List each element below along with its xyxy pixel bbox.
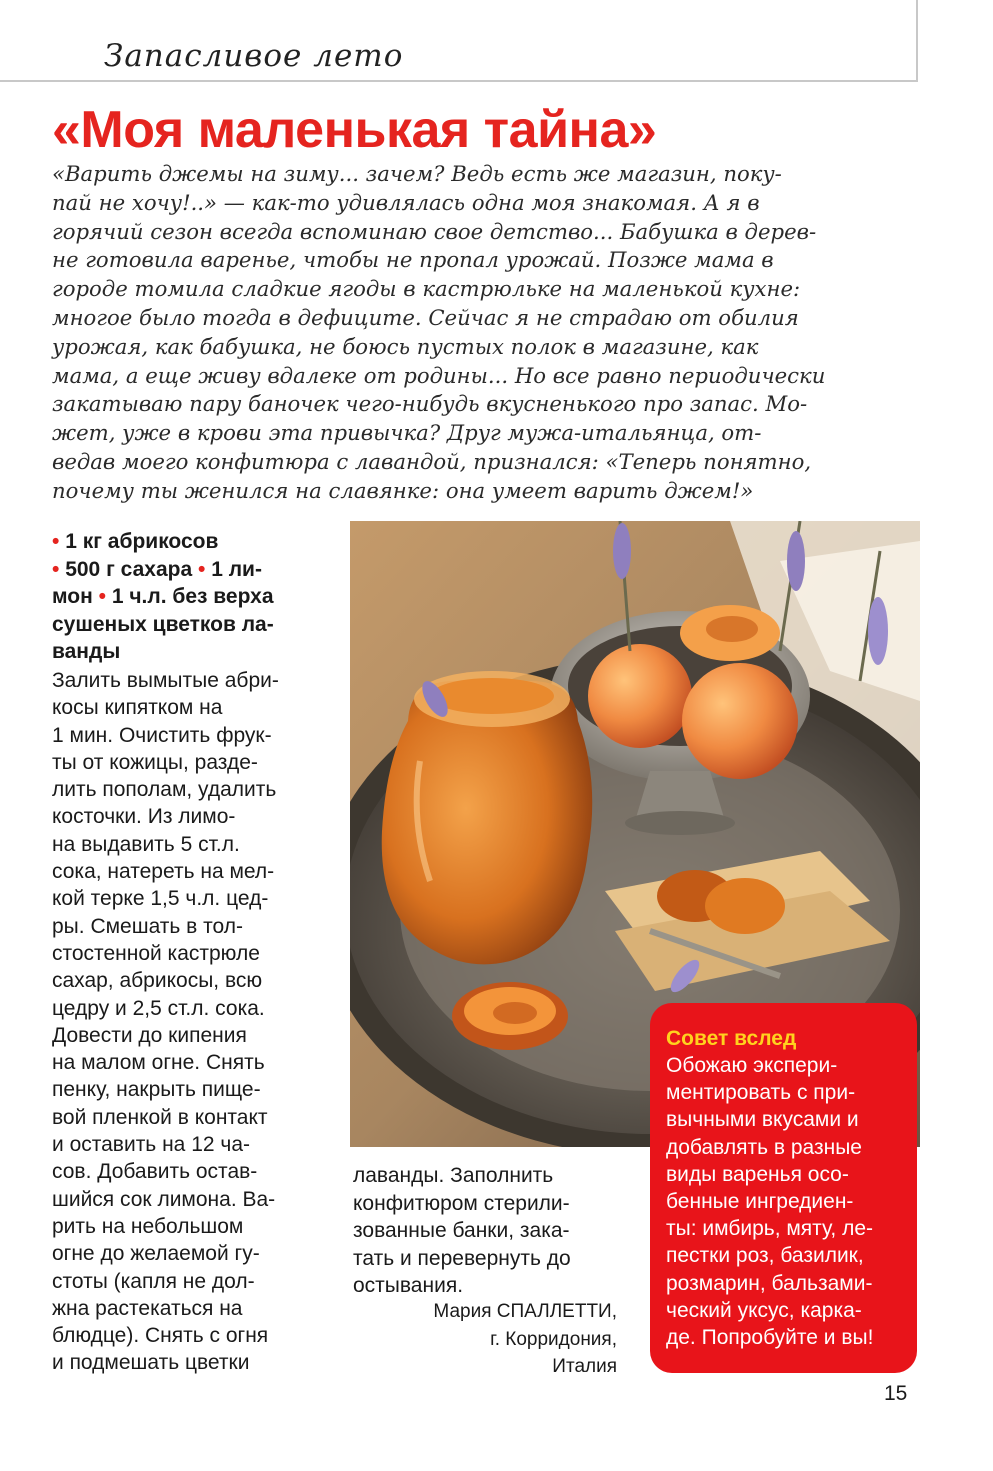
step-line: жна растекаться на — [52, 1296, 243, 1320]
step-line: остывания. — [353, 1274, 464, 1297]
headline: «Моя маленькая тайна» — [52, 101, 657, 159]
step-line: блюдце). Снять с огня — [52, 1324, 269, 1348]
author-country: Италия — [552, 1356, 617, 1377]
intro-line: урожая, как бабушка, не боюсь пустых полок в магазине, как — [52, 333, 759, 359]
tip-title: Совет вслед — [666, 1027, 797, 1050]
step-line: конфитюром стерили- — [353, 1191, 570, 1215]
step-line: стостенной кастрюле — [52, 941, 260, 965]
step-line: тать и перевернуть до — [353, 1246, 571, 1270]
step-line: кой терке 1,5 ч.л. цед- — [52, 887, 269, 911]
ingredient-item: 1 ли- — [211, 557, 262, 581]
ingredient-item: 500 г сахара — [65, 557, 193, 581]
tip-line: ческий уксус, карка- — [666, 1298, 862, 1322]
ingredient-line — [52, 583, 332, 611]
step-line: огне до желаемой гу- — [52, 1242, 260, 1266]
step-line: Залить вымытые абри- — [52, 669, 279, 692]
ingredients-list — [52, 528, 332, 666]
ingredient-item: 1 ч.л. без верха — [111, 585, 274, 608]
step-line: лить пополам, удалить — [52, 778, 277, 802]
step-line: ры. Смешать в тол- — [52, 914, 244, 938]
intro-line: не готовила варенье, чтобы не пропал урожай. Позже мама в — [52, 247, 774, 273]
step-line: и подмешать цветки — [52, 1351, 250, 1375]
tip-line: вычными вкусами и — [666, 1108, 859, 1132]
step-line: на выдавить 5 ст.л. — [52, 832, 240, 856]
step-line: косточки. Из лимо- — [52, 805, 236, 829]
intro-line: пай не хочу!..» — как-то удивлялась одна моя знакомая. А я в — [52, 189, 760, 215]
intro-line: многое было тогда в дефиците. Сейчас я не страдаю от обилия — [52, 304, 799, 330]
intro-line: «Варить джемы на зиму... зачем? Ведь есть же магазин, поку- — [52, 161, 782, 186]
ingredient-line — [52, 556, 332, 584]
bullet-icon: • — [197, 557, 206, 581]
bullet-icon: • — [52, 557, 60, 581]
tip-line: де. Попробуйте и вы! — [666, 1326, 874, 1350]
step-line: вой пленкой в контакт — [52, 1105, 268, 1129]
step-line: сока, натереть на мел- — [52, 860, 275, 884]
author-city: г. Корридония, — [490, 1328, 617, 1350]
author-signature — [353, 1298, 617, 1381]
ingredient-line: ванды — [52, 640, 121, 663]
step-line: на малом огне. Снять — [52, 1051, 265, 1075]
step-line: пенку, накрыть пище- — [52, 1078, 261, 1102]
recipe-steps-column1 — [52, 667, 279, 1377]
tip-line: ты: имбирь, мяту, ле- — [666, 1217, 874, 1241]
step-line: лаванды. Заполнить — [353, 1164, 554, 1187]
tip-box — [650, 1003, 917, 1373]
tip-line: виды варенья осо- — [666, 1162, 849, 1186]
intro-line: горячий сезон всегда вспоминаю свое детство... Бабушка в дерев- — [52, 218, 817, 244]
intro-line: городе томила сладкие ягоды в кастрюльке на маленькой кухне: — [52, 276, 801, 302]
step-line: рить на небольшом — [52, 1214, 244, 1238]
intro-line: ведав моего конфитюра с лавандой, признался: «Теперь понятно, — [52, 448, 812, 474]
step-line: стоты (капля не дол- — [52, 1269, 255, 1293]
intro-text — [52, 160, 922, 506]
section-title: Запасливое лето — [104, 38, 404, 74]
tip-line: добавлять в разные — [666, 1135, 862, 1159]
intro-line: мама, а еще живу вдалеке от родины... Но все равно периодически — [52, 362, 826, 388]
intro-line: жет, уже в крови эта привычка? Друг мужа-итальянца, от- — [52, 420, 762, 446]
step-line: 1 мин. Очистить фрук- — [52, 723, 272, 747]
ingredient-line: сушеных цветков ла- — [52, 612, 274, 636]
step-line: шийся сок лимона. Ва- — [52, 1187, 276, 1211]
intro-line: закатываю пару баночек чего-нибудь вкусненького про запас. Мо- — [52, 391, 808, 417]
tip-line: бенные ингредиен- — [666, 1190, 854, 1214]
step-line: косы кипятком на — [52, 696, 223, 720]
step-line: и оставить на 12 ча- — [52, 1133, 251, 1157]
step-line: сахар, абрикосы, всю — [52, 969, 263, 993]
tip-line: ментировать с при- — [666, 1081, 856, 1105]
tip-line: Обожаю экспери- — [666, 1054, 838, 1077]
bullet-icon: • — [52, 530, 60, 553]
bullet-icon: • — [98, 585, 106, 608]
step-line: цедру и 2,5 ст.л. сока. — [52, 996, 265, 1020]
ingredient-item: 1 кг абрикосов — [65, 530, 219, 553]
ingredient-item: мон — [52, 585, 93, 608]
step-line: ты от кожицы, разде- — [52, 750, 258, 774]
ingredient-line — [52, 528, 332, 556]
step-line: сов. Добавить остав- — [52, 1160, 258, 1184]
intro-line: почему ты женился на славянке: она умеет варить джем!» — [52, 477, 754, 503]
tip-line: розмарин, бальзами- — [666, 1271, 873, 1295]
step-line: Довести до кипения — [52, 1023, 247, 1047]
page-number: 15 — [884, 1382, 908, 1405]
step-line: зованные банки, зака- — [353, 1219, 570, 1242]
author-name: Мария СПАЛЛЕТТИ, — [433, 1301, 617, 1322]
recipe-steps-column2 — [353, 1162, 571, 1300]
tip-line: пестки роз, базилик, — [666, 1244, 864, 1268]
